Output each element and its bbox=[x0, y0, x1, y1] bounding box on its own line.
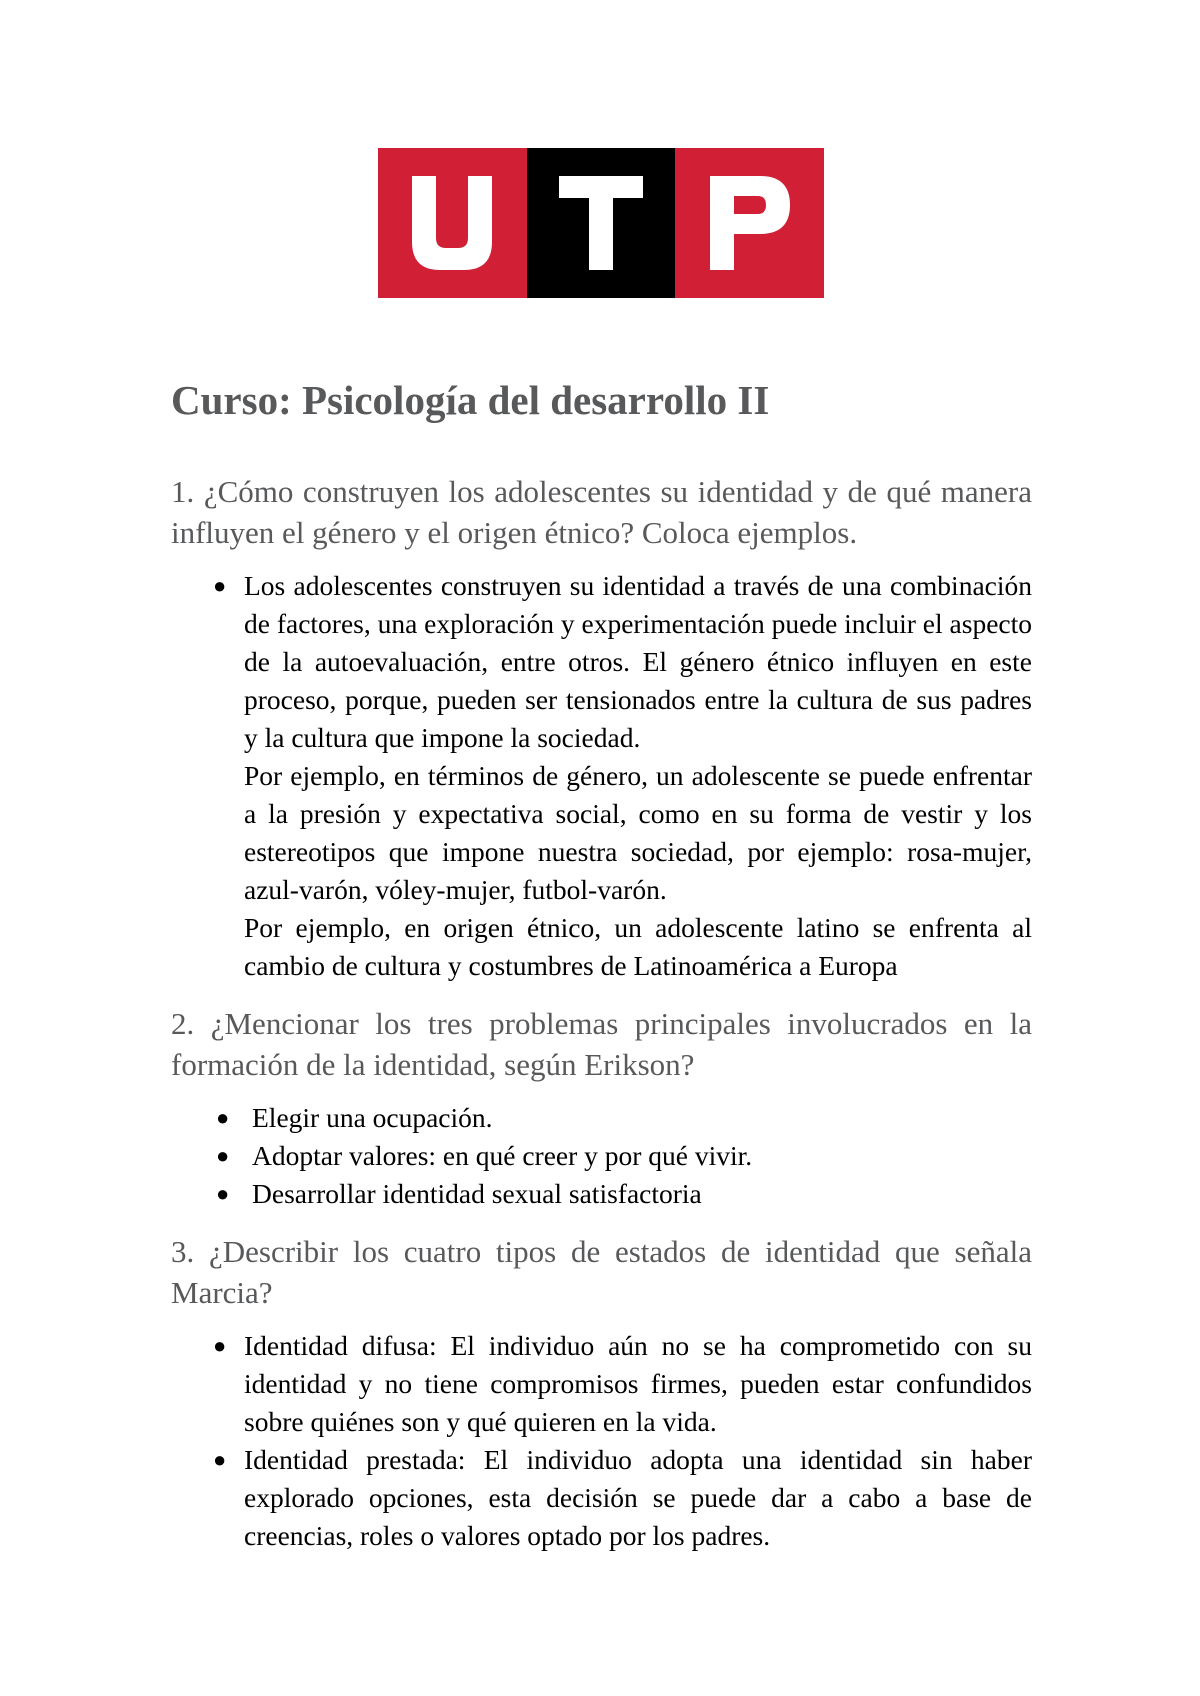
list-item bbox=[171, 1175, 1032, 1213]
course-title: Curso: Psicología del desarrollo II bbox=[171, 377, 770, 423]
utp-logo bbox=[378, 148, 824, 298]
logo-letter-u-icon bbox=[412, 176, 492, 270]
list-item bbox=[171, 1327, 1032, 1441]
answer-paragraph: Por ejemplo, en términos de género, un adolescente se puede enfrentar a la presión y expectativa social, como en su forma de vestir y los estereotipos que impone nuestra sociedad, por ejemplo: rosa-mujer, azul-varón, vóley-mujer, futbol-varón. bbox=[244, 760, 1032, 906]
answer-list-1 bbox=[171, 567, 1032, 985]
logo-block-u bbox=[378, 148, 527, 298]
answer-paragraph: Elegir una ocupación. bbox=[252, 1102, 493, 1134]
logo-letter-p-icon bbox=[710, 176, 790, 270]
document-body bbox=[171, 376, 1032, 1573]
bullet-icon: ● bbox=[213, 1333, 227, 1359]
answer-paragraph: Identidad prestada: El individuo adopta una identidad sin haber explorado opciones, esta decisión se puede dar a cabo a base de creencias, roles o valores optado por los padres. bbox=[244, 1444, 1032, 1552]
answer-list-2 bbox=[171, 1099, 1032, 1213]
bullet-icon: ● bbox=[213, 1447, 227, 1473]
bullet-icon: ● bbox=[213, 573, 227, 599]
logo-letter-t-icon bbox=[559, 176, 643, 270]
answer-paragraph: Por ejemplo, en origen étnico, un adolescente latino se enfrenta al cambio de cultura y costumbres de Latinoamérica a Europa bbox=[244, 912, 1032, 982]
answer-paragraph: Identidad difusa: El individuo aún no se ha comprometido con su identidad y no tiene compromisos firmes, pueden estar confundidos sobre quiénes son y qué quieren en la vida. bbox=[244, 1330, 1032, 1438]
section-3 bbox=[171, 1231, 1032, 1555]
answer-list-3 bbox=[171, 1327, 1032, 1555]
list-item bbox=[171, 567, 1032, 985]
section-1 bbox=[171, 471, 1032, 985]
list-item bbox=[171, 1099, 1032, 1137]
bullet-icon: ● bbox=[216, 1105, 230, 1131]
answer-paragraph: Desarrollar identidad sexual satisfactoria bbox=[252, 1178, 702, 1210]
answer-paragraph: Adoptar valores: en qué creer y por qué vivir. bbox=[252, 1140, 753, 1172]
answer-paragraph: Los adolescentes construyen su identidad a través de una combinación de factores, una exploración y experimentación puede incluir el aspecto de la autoevaluación, entre otros. El género étnico influyen en este proceso, porque, pueden ser tensionados entre la cultura de sus padres y la cultura que impone la sociedad. bbox=[244, 570, 1032, 754]
question-3: 3. ¿Describir los cuatro tipos de estados de identidad que señala Marcia? bbox=[171, 1234, 1032, 1311]
bullet-icon: ● bbox=[216, 1181, 230, 1207]
logo-block-t bbox=[527, 148, 676, 298]
bullet-icon: ● bbox=[216, 1143, 230, 1169]
section-2 bbox=[171, 1003, 1032, 1213]
logo-block-p bbox=[675, 148, 824, 298]
question-2: 2. ¿Mencionar los tres problemas principales involucrados en la formación de la identidad, según Erikson? bbox=[171, 1006, 1032, 1083]
question-1: 1. ¿Cómo construyen los adolescentes su identidad y de qué manera influyen el género y el origen étnico? Coloca ejemplos. bbox=[171, 474, 1032, 551]
list-item bbox=[171, 1137, 1032, 1175]
list-item bbox=[171, 1441, 1032, 1555]
